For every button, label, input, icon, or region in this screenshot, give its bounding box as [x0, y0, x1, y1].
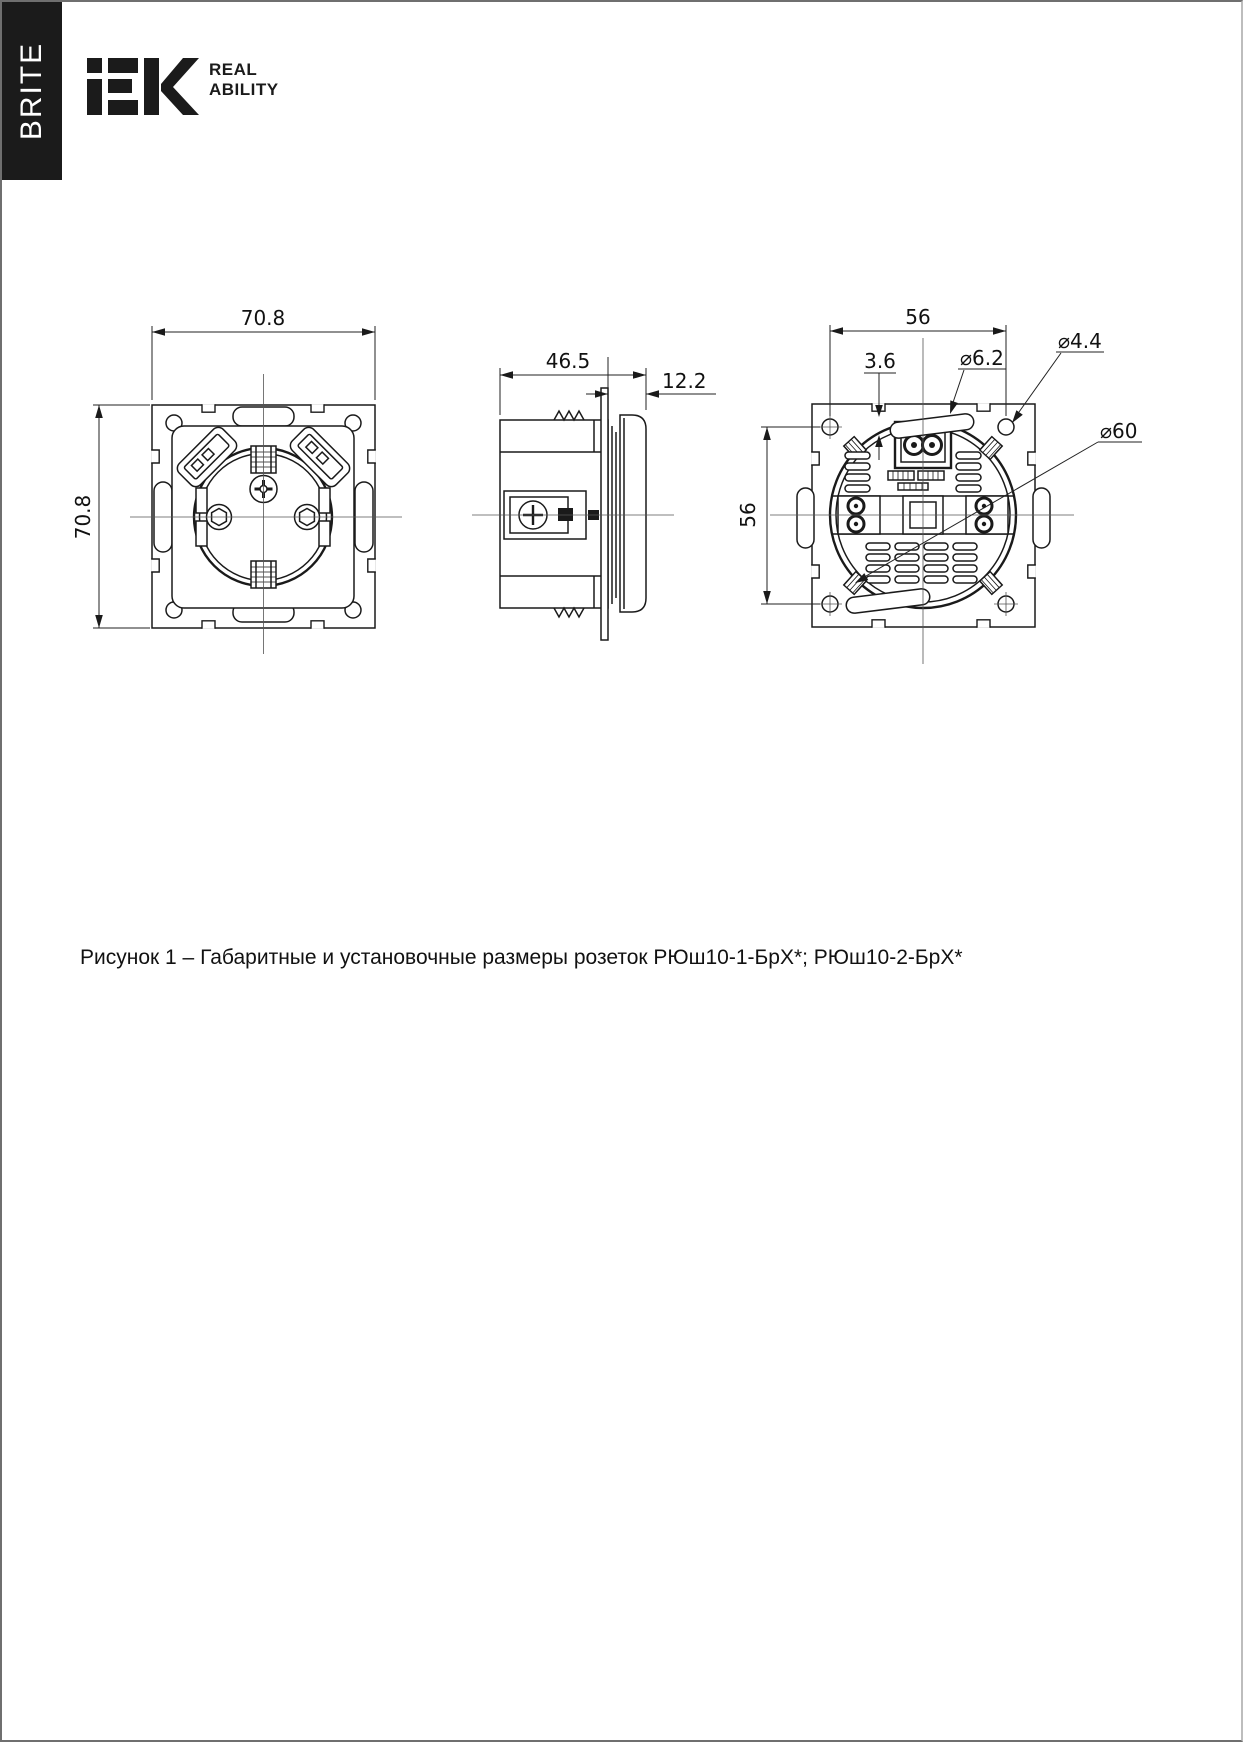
- side-view-drawing: [472, 388, 674, 640]
- logo-tagline-line2: ABILITY: [209, 80, 279, 100]
- dim-claw-slot-width: 3.6: [864, 349, 896, 373]
- logo-tagline-line1: REAL: [209, 60, 258, 79]
- dim-mount-hole-diameter: ⌀4.4: [1058, 329, 1102, 353]
- mounting-flange: [601, 388, 608, 640]
- front-view-drawing: [130, 374, 402, 654]
- dim-front-width: 70.8: [240, 306, 286, 330]
- dim-mount-spacing-vertical: 56: [736, 502, 760, 528]
- dim-mount-spacing-horizontal: 56: [905, 305, 931, 329]
- mount-hole: [998, 419, 1014, 435]
- figure-caption: Рисунок 1 – Габаритные и установочные размеры розеток РЮш10-1-БрХ*; РЮш10-2-БрХ*: [80, 946, 963, 969]
- dim-side-depth: 46.5: [545, 349, 591, 373]
- dimension-drawing: [2, 2, 1243, 742]
- rear-view-drawing: [770, 338, 1074, 664]
- dim-cover-protrusion: 12.2: [662, 369, 707, 393]
- dim-body-diameter: ⌀60: [1100, 419, 1138, 443]
- brite-label: BRITE: [15, 41, 48, 141]
- dim-claw-slot-diameter: ⌀6.2: [960, 346, 1004, 370]
- dim-front-height: 70.8: [71, 494, 95, 540]
